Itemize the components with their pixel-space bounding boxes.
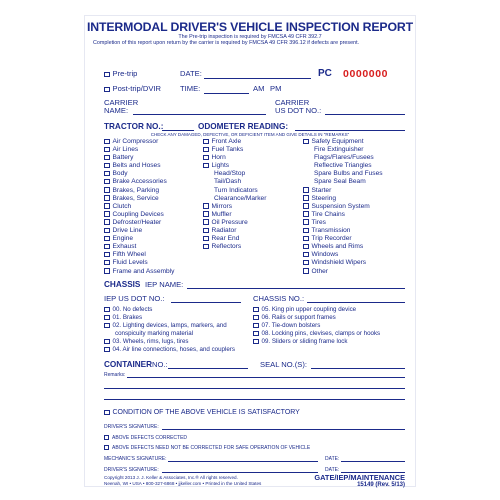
checklist-item-label: 08. Locking pins, clevises, clamps or hooks [261,330,381,337]
checkbox[interactable] [253,331,259,337]
checklist-item[interactable] [104,219,174,227]
checklist-item[interactable] [104,268,174,276]
driver2-signature-label: DRIVER'S SIGNATURE: [104,467,159,473]
checkbox[interactable] [303,228,309,234]
checklist-item[interactable] [104,227,174,235]
chassis-defects-left [104,306,235,354]
checklist-item-label: Brakes, Parking [112,186,160,194]
checklist-item-label: Wheels and Rims [311,243,364,251]
driver2-date-label: DATE: [325,467,340,473]
checklist-subitem [303,162,383,170]
carrier-dot-label: CARRIER US DOT NO.: [275,98,322,115]
checklist-item-label: Spare Bulbs and Fuses [314,170,383,178]
time-label: TIME: [180,84,201,93]
date-field[interactable] [204,78,311,79]
mechanic-signature-field[interactable] [168,461,318,462]
carrier-name-field[interactable] [133,114,266,115]
chassis-defect-item[interactable] [253,338,380,346]
checklist-item[interactable] [303,259,383,267]
checklist-item[interactable] [303,235,383,243]
checklist-subitem [203,178,266,186]
checklist-item[interactable] [303,219,383,227]
checkbox[interactable] [303,268,309,274]
checkbox[interactable] [104,171,110,177]
checkbox[interactable] [303,203,309,209]
checklist-item[interactable] [104,170,174,178]
checklist-item-label: Flags/Flares/Fusees [314,154,374,162]
chassis-defect-item[interactable] [104,322,235,330]
tractor-no-label: TRACTOR NO.: [104,122,164,131]
checklist-item-label: Fuel Tanks [211,146,244,154]
iep-dot-field[interactable] [171,302,241,303]
checkbox[interactable] [303,244,309,250]
chassis-no-field[interactable] [307,302,405,303]
checklist-item-label: Horn [211,154,226,162]
remarks-line-3[interactable] [104,399,405,400]
checkbox[interactable] [203,228,209,234]
checklist-item-label: Brakes, Service [112,194,159,202]
checkbox[interactable] [203,155,209,161]
checklist-item-label: Windows [311,251,339,259]
iep-dot-label: IEP US DOT NO.: [104,294,165,303]
pretrip-checkbox[interactable] [104,72,110,78]
intro-text [93,34,407,47]
checklist-item-label: 00. No defects [112,306,153,313]
checklist-item[interactable] [104,259,174,267]
checkbox[interactable] [104,339,110,345]
chassis-defect-item[interactable] [104,338,235,346]
checklist-item[interactable] [303,138,383,146]
odometer-label: ODOMETER READING: [198,122,289,131]
chassis-defect-item[interactable] [104,314,235,322]
checkbox[interactable] [104,315,110,321]
checklist-subitem [203,187,266,195]
checklist-item[interactable] [203,138,266,146]
checklist-item[interactable] [203,227,266,235]
checklist-item-label: Transmission [311,227,351,235]
checkbox[interactable] [104,155,110,161]
checkbox[interactable] [203,211,209,217]
remarks-line-2[interactable] [104,388,405,389]
posttrip-option[interactable] [104,84,161,93]
chassis-label: CHASSIS [104,280,141,289]
checkbox[interactable] [104,163,110,169]
tractor-col-1 [104,138,174,276]
defects-not-needed-label: ABOVE DEFECTS NEED NOT BE CORRECTED FOR SAFE OPERATION OF VEHICLE [112,445,311,451]
checklist-item-label: Engine [112,235,134,243]
iep-name-field[interactable] [187,288,405,289]
checkbox[interactable] [104,323,110,329]
checklist-item-label: Tire Chains [311,210,345,218]
checklist-item-label: 09. Sliders or sliding frame lock [261,338,348,345]
defects-not-needed-option[interactable] [104,445,310,451]
chassis-defects-right [253,306,380,346]
checklist-item-label: Exhaust [112,243,137,251]
container-label: CONTAINER [104,360,153,369]
checklist-item-label: Turn Indicators [214,186,258,194]
checklist-item-label: Oil Pressure [211,218,248,226]
checklist-item-label: Mirrors [211,202,233,210]
checkbox[interactable] [253,307,259,313]
checklist-item[interactable] [104,154,174,162]
driver2-signature-field[interactable] [162,472,318,473]
checklist-subitem [203,170,266,178]
checkbox[interactable] [303,139,309,145]
checkbox[interactable] [104,268,110,274]
date-label: DATE: [180,69,202,78]
checklist-item-label: Air Lines [112,146,139,154]
chassis-no-label: CHASSIS NO.: [253,294,305,303]
checklist-item[interactable] [303,251,383,259]
checklist-item-label: Defroster/Heater [112,218,162,226]
checkbox[interactable] [303,211,309,217]
checklist-item-label: 05. King pin upper coupling device [261,306,357,313]
container-no-field[interactable] [168,368,248,369]
checklist-item-label: Clearance/Marker [214,194,267,202]
checklist-item-label: Tail/Dash [214,178,242,186]
checklist-item-label: Reflectors [211,243,242,251]
checklist-item-label: 01. Brakes [112,314,143,321]
checkbox[interactable] [203,236,209,242]
checklist-item-label: Head/Stop [214,170,246,178]
checklist-item-label: Muffler [211,210,232,218]
checklist-item[interactable] [303,268,383,276]
form-code: GATE/IEP/MAINTENANCE 15149 (Rev. 5/13) [314,473,405,488]
remarks-label: Remarks: [104,372,126,378]
checkbox[interactable] [203,244,209,250]
defects-corrected-option[interactable] [104,435,187,441]
checklist-item[interactable] [104,162,174,170]
tractor-no-field[interactable] [162,130,194,131]
checkbox[interactable] [104,211,110,217]
checklist-item-label: 07. Tie-down bolsters [261,322,321,329]
checkbox[interactable] [104,219,110,225]
seal-no-field[interactable] [311,368,405,369]
chassis-defect-continuation [104,330,235,338]
checkbox[interactable] [203,147,209,153]
iep-name-label: IEP NAME: [145,280,184,289]
checklist-item-label: 04. Air line connections, hoses, and couplers [112,346,235,353]
condition-checkbox[interactable] [104,410,110,416]
container-no-label: NO.: [152,360,168,369]
pm-label: PM [270,84,282,93]
chassis-defect-item[interactable] [104,306,235,314]
chassis-defect-item[interactable] [253,330,380,338]
checkbox[interactable] [203,219,209,225]
checklist-item[interactable] [203,219,266,227]
seal-no-label: SEAL NO.(S): [260,360,307,369]
pc-number: 0000000 [343,68,389,80]
chassis-defect-item[interactable] [104,346,235,354]
defects-not-needed-checkbox[interactable] [104,445,109,450]
checkbox[interactable] [104,203,110,209]
pretrip-option[interactable] [104,69,137,78]
time-field[interactable] [204,93,249,94]
checklist-item[interactable] [104,187,174,195]
checklist-item-label: Battery [112,154,134,162]
driver-signature-field[interactable] [162,429,405,430]
checklist-item-label: Suspension System [311,202,370,210]
checkbox[interactable] [303,219,309,225]
checklist-subitem [303,178,383,186]
tractor-col-3 [303,138,383,276]
checklist-item[interactable] [303,195,383,203]
checkbox[interactable] [104,260,110,266]
mechanic-date-field[interactable] [341,461,405,462]
checkbox[interactable] [303,236,309,242]
checkbox[interactable] [104,347,110,353]
pretrip-label: Pre-trip [112,69,138,78]
am-label: AM [253,84,265,93]
posttrip-checkbox[interactable] [104,87,110,93]
checklist-item-label: Spare Seal Beam [314,178,366,186]
checklist-item-label: Fifth Wheel [112,251,146,259]
checklist-item-label: Trip Recorder [311,235,352,243]
checklist-item-label: Fire Extinguisher [314,146,364,154]
carrier-name-label: CARRIER NAME: [104,98,139,115]
remarks-line-1[interactable] [127,377,405,378]
checklist-item-label: Frame and Assembly [112,267,175,275]
checkbox[interactable] [303,260,309,266]
checklist-item-label: Brake Accessories [112,178,167,186]
checkbox[interactable] [303,252,309,258]
intro-line-2: Completion of this report upon return by the carrier is required by FMCSA 49 CFR 396.12 if defects are present. [93,40,360,47]
driver-signature-label: DRIVER'S SIGNATURE: [104,424,159,430]
checklist-item[interactable] [104,146,174,154]
inspection-report-form [85,16,415,486]
checklist-item-label: Coupling Devices [112,210,164,218]
checkbox[interactable] [303,195,309,201]
odometer-field[interactable] [295,130,405,131]
tractor-col-2 [203,138,266,251]
checklist-subitem [303,170,383,178]
checklist-item[interactable] [303,243,383,251]
checklist-item[interactable] [104,195,174,203]
checklist-item-label: Other [311,267,328,275]
checklist-item[interactable] [104,138,174,146]
checklist-item-label: conspicuity marking material [115,330,194,337]
checkbox[interactable] [104,147,110,153]
checkbox[interactable] [253,323,259,329]
checkbox[interactable] [253,339,259,345]
checklist-item-label: 03. Wheels, rims, lugs, tires [112,338,189,345]
checklist-item[interactable] [104,243,174,251]
checkbox[interactable] [203,203,209,209]
checkbox[interactable] [104,307,110,313]
checklist-item[interactable] [104,203,174,211]
chassis-defect-item[interactable] [253,314,380,322]
form-title: INTERMODAL DRIVER'S VEHICLE INSPECTION REPORT [87,20,413,34]
defects-corrected-checkbox[interactable] [104,435,109,440]
checkbox[interactable] [104,236,110,242]
checkbox[interactable] [104,252,110,258]
carrier-dot-field[interactable] [325,114,405,115]
checklist-item-label: Radiator [211,227,237,235]
checklist-item[interactable] [203,146,266,154]
chassis-defect-item[interactable] [253,306,380,314]
checklist-item-label: Safety Equipment [311,138,364,145]
check-instruction: CHECK ANY DAMAGED, DEFECTIVE, OR DEFICIENT ITEM AND GIVE DETAILS IN "REMARKS" [150,132,350,137]
checklist-item[interactable] [203,162,266,170]
checklist-item-label: 06. Rails or support frames [261,314,336,321]
condition-option[interactable] [104,409,300,416]
checkbox[interactable] [203,139,209,145]
intro-line-1: The Pre-trip inspection is required by FMCSA 49 CFR 392.7 [178,34,322,40]
checklist-item-label: Tires [311,218,326,226]
checklist-subitem [203,195,266,203]
checklist-item[interactable] [203,211,266,219]
checklist-item[interactable] [303,203,383,211]
posttrip-label: Post-trip/DVIR [112,84,162,93]
checklist-item-label: Lights [211,162,230,170]
copyright: Copyright 2013 J. J. Keller & Associates, Inc.® All rights reserved. Neenah, WI • USA • 800-327-6868 • jjkeller.com • Printed in the United States [104,475,262,486]
defects-corrected-label: ABOVE DEFECTS CORRECTED [112,435,188,441]
checkbox[interactable] [104,179,110,185]
checklist-item-label: Drive Line [112,227,143,235]
checklist-item[interactable] [203,203,266,211]
checklist-item[interactable] [303,187,383,195]
checklist-item[interactable] [303,211,383,219]
mechanic-signature-label: MECHANIC'S SIGNATURE: [104,456,167,462]
checklist-item[interactable] [104,251,174,259]
checklist-item-label: Fluid Levels [112,259,148,267]
checklist-item-label: Rear End [211,235,240,243]
pc-label: PC [318,68,332,79]
checkbox[interactable] [104,244,110,250]
checklist-item-label: Starter [311,186,332,194]
checklist-subitem [303,146,383,154]
chassis-defect-item[interactable] [253,322,380,330]
checklist-item[interactable] [104,178,174,186]
checklist-item-label: Reflective Triangles [314,162,372,170]
checklist-item-label: Windshield Wipers [311,259,367,267]
checkbox[interactable] [104,187,110,193]
condition-label: CONDITION OF THE ABOVE VEHICLE IS SATISFACTORY [112,409,300,416]
checklist-item-label: Belts and Hoses [112,162,161,170]
mechanic-date-label: DATE: [325,456,340,462]
checkbox[interactable] [104,228,110,234]
checkbox[interactable] [253,315,259,321]
checklist-item-label: Front Axle [211,138,242,145]
checklist-subitem [303,154,383,162]
checklist-item[interactable] [104,235,174,243]
checklist-item[interactable] [104,211,174,219]
checklist-item-label: Air Compressor [112,138,159,145]
checkbox[interactable] [203,163,209,169]
checklist-item-label: Clutch [112,202,132,210]
checkbox[interactable] [104,195,110,201]
checklist-item-label: 02. Lighting devices, lamps, markers, and [112,322,227,329]
checklist-item[interactable] [203,243,266,251]
checklist-item-label: Steering [311,194,337,202]
checklist-item[interactable] [303,227,383,235]
checklist-item-label: Body [112,170,128,178]
checkbox[interactable] [104,139,110,145]
checkbox[interactable] [303,187,309,193]
checklist-item[interactable] [203,154,266,162]
checklist-item[interactable] [203,235,266,243]
